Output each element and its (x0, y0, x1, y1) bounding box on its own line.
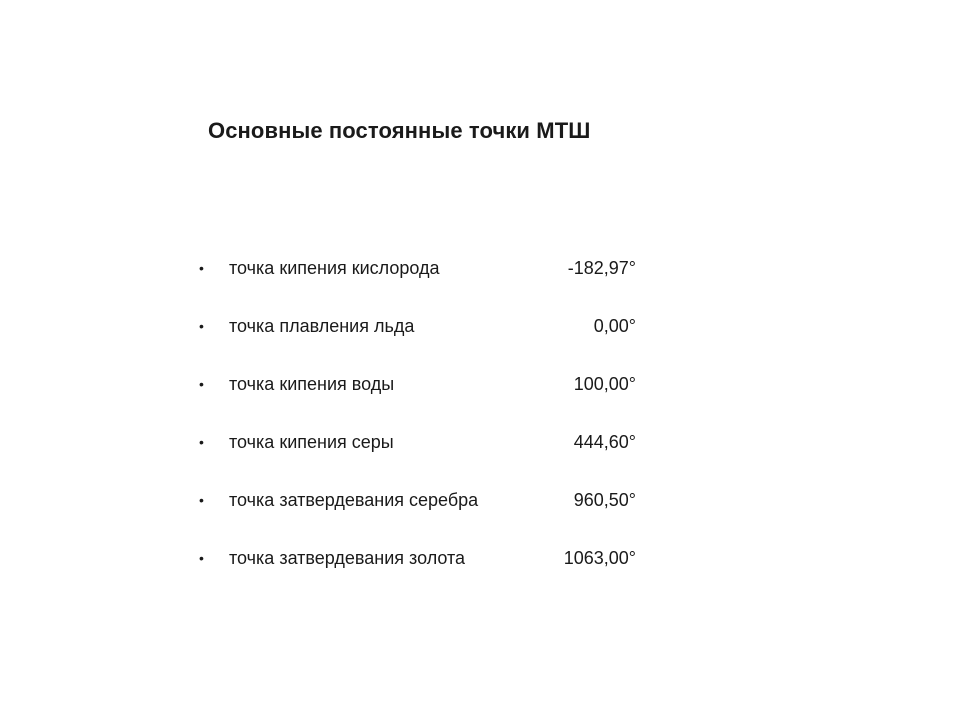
point-label: точка плавления льда (229, 316, 415, 336)
fixed-points-list (196, 258, 656, 606)
point-value: 960,50° (573, 490, 636, 510)
list-item (196, 374, 656, 432)
point-label: точка затвердевания золота (229, 548, 466, 568)
list-item (196, 316, 656, 374)
point-value: 1063,00° (563, 548, 636, 568)
bullet-icon: • (199, 550, 204, 566)
point-value: -182,97° (567, 258, 636, 278)
list-item (196, 490, 656, 548)
point-label: точка кипения воды (229, 374, 395, 394)
point-value: 100,00° (573, 374, 636, 394)
list-item (196, 432, 656, 490)
point-label: точка затвердевания серебра (229, 490, 479, 510)
bullet-icon: • (199, 260, 204, 276)
bullet-icon: • (199, 376, 204, 392)
bullet-icon: • (199, 492, 204, 508)
point-value: 444,60° (573, 432, 636, 452)
point-label: точка кипения серы (229, 432, 394, 452)
list-item (196, 258, 656, 316)
point-label: точка кипения кислорода (229, 258, 440, 278)
bullet-icon: • (199, 434, 204, 450)
point-value: 0,00° (593, 316, 636, 336)
bullet-icon: • (199, 318, 204, 334)
list-item (196, 548, 656, 606)
slide-title: Основные постоянные точки МТШ (208, 118, 591, 143)
